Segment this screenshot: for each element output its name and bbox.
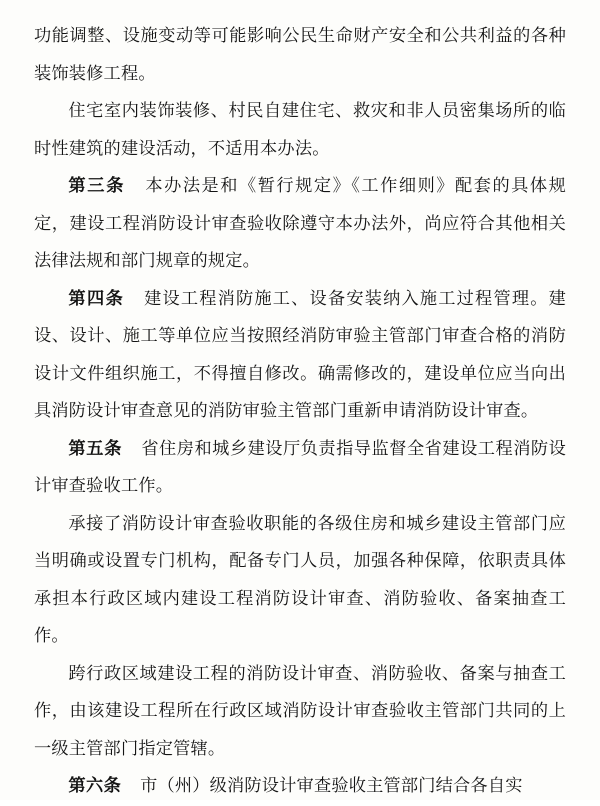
article-text: 省住房和城乡建设厅负责指导监督全省建设工程消防设计审查验收工作。: [34, 438, 567, 496]
paragraph: 功能调整、设施变动等可能影响公民生命财产安全和公共利益的各种装饰装修工程。: [34, 26, 566, 84]
article-text: 市（州）级消防设计审查验收主管部门结合各自实: [140, 776, 523, 796]
paragraph-article-4: [34, 281, 566, 431]
paragraph: 跨行政区域建设工程的消防设计审查、消防验收、备案与抽查工作，由该建设工程所在行政区域消防设计审查验收主管部门共同的上一级主管部门指定管辖。: [34, 663, 566, 759]
paragraph: 承接了消防设计审查验收职能的各级住房和城乡建设主管部门应当明确或设置专门机构，配备专门人员，加强各种保障，依职责具体承担本行政区域内建设工程消防设计审查、消防验收、备案抽查工作。: [34, 513, 566, 646]
article-label: 第六条: [68, 776, 122, 796]
article-label: 第三条: [68, 176, 126, 196]
paragraph-article-3: [34, 168, 566, 281]
document-body: [34, 18, 566, 806]
paragraph-article-5: [34, 431, 566, 506]
article-label: 第四条: [68, 288, 125, 309]
article-text: 本办法是和《暂行规定》《工作细则》配套的具体规定，建设工程消防设计审查验收除遵守本办法外，尚应符合其他相关法律法规和部门规章的规定。: [34, 176, 566, 271]
article-text: 建设工程消防施工、设备安装纳入施工过程管理。建设、设计、施工等单位应当按照经消防审验主管部门审查合格的消防设计文件组织施工，不得擅自修改。确需修改的，建设单位应当向出具消防设计审查意见的消防审验主管部门重新申请消防设计审查。: [34, 288, 566, 421]
article-label: 第五条: [68, 438, 123, 459]
paragraph: 住宅室内装饰装修、村民自建住宅、救灾和非人员密集场所的临时性建筑的建设活动，不适用本办法。: [34, 101, 566, 159]
